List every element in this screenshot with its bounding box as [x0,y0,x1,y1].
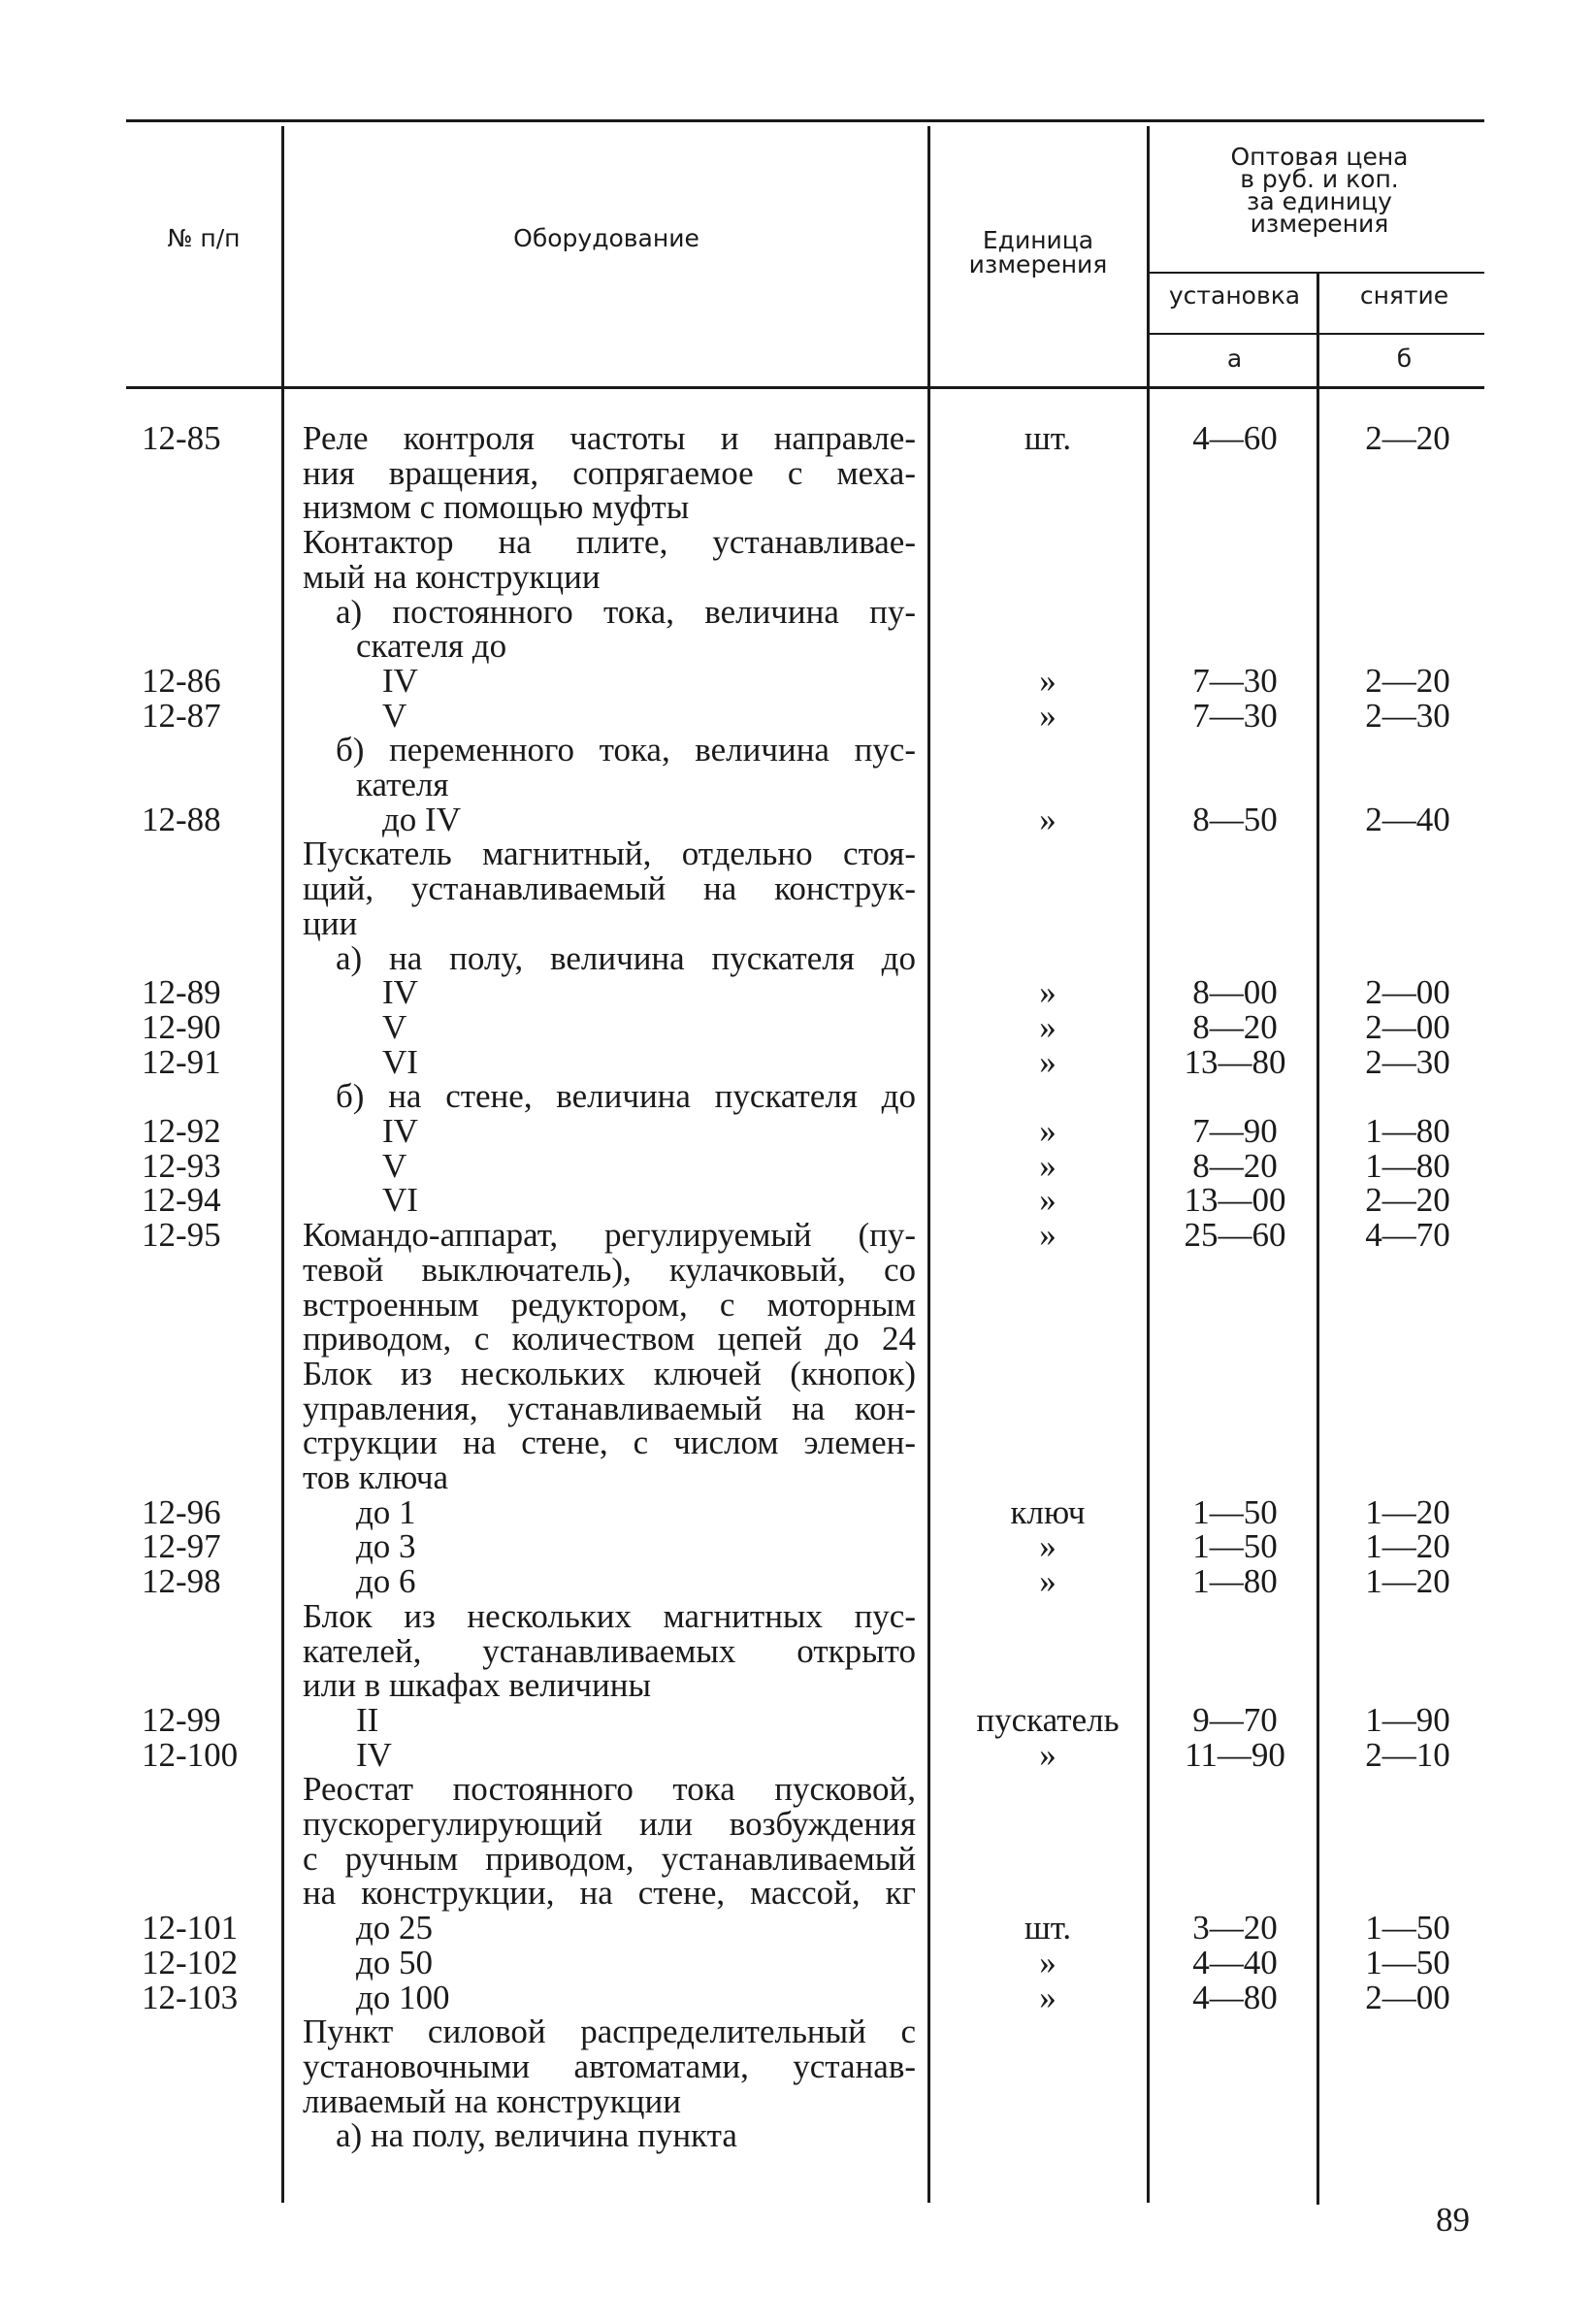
table-row [0,421,1593,456]
table-row [0,2081,1593,2120]
table-row [0,1285,1593,1324]
row-price-remove: 1—80 [1365,1146,1450,1185]
table-row [0,2014,1593,2049]
row-equipment-text: IV [382,661,418,700]
row-equipment-text: Контактор на плите, устанавливае- [303,523,916,562]
row-price-remove: 2—40 [1365,800,1450,838]
row-number: 12-94 [142,1181,221,1220]
table-row [0,1631,1593,1670]
row-equipment-text: б) на стене, величина пускателя до [336,1077,916,1116]
row-price-install: 7—90 [1192,1112,1278,1150]
row-number: 12-92 [142,1112,221,1150]
row-equipment-text: V [382,1146,407,1185]
row-unit: » [1039,661,1057,700]
row-price-remove: 1—90 [1365,1700,1450,1739]
row-equipment-text: VI [382,1042,418,1081]
row-unit: шт. [1024,419,1072,457]
row-equipment-text: IV [382,1112,418,1150]
row-price-remove: 2—20 [1365,661,1450,700]
table-row [0,592,1593,631]
row-number: 12-90 [142,1007,221,1046]
row-number: 12-103 [142,1978,239,2016]
header-col-a: а [1226,344,1243,373]
table-row [0,768,1593,802]
row-unit: » [1039,1007,1057,1046]
row-equipment-text: Блок из нескольких магнитных пус- [303,1596,916,1635]
header-col-b: б [1396,344,1413,373]
row-equipment-text: II [356,1700,379,1739]
header-bottom-rule [126,386,1484,389]
row-price-install: 8—20 [1192,1007,1278,1046]
row-equipment-text: до IV [382,800,461,838]
table-row [0,1042,1593,1081]
row-number: 12-100 [142,1735,239,1774]
header-num: № п/п [167,224,241,252]
row-number: 12-88 [142,800,221,838]
table-row [0,557,1593,596]
row-price-remove: 1—50 [1365,1909,1450,1948]
row-equipment-text: Реостат постоянного тока пусковой, [303,1770,916,1809]
row-equipment-text: установочными автоматами, устанав- [303,2046,916,2085]
table-row [0,525,1593,560]
row-price-install: 4—80 [1192,1978,1278,2016]
row-unit: ключ [1010,1492,1086,1531]
row-price-remove: 2—30 [1365,696,1450,735]
row-unit: » [1039,696,1057,735]
row-equipment-text: а) на полу, величина пускателя до [336,938,916,977]
row-number: 12-89 [142,973,221,1012]
row-number: 12-85 [142,419,221,457]
row-equipment-text: до 6 [356,1562,416,1601]
row-price-install: 4—40 [1192,1943,1278,1981]
row-equipment-text: б) переменного тока, величина пус- [336,731,916,769]
table-row [0,1735,1593,1774]
row-equipment-text: ции [303,903,358,942]
row-equipment-text: Пункт силовой распределительный с [303,2013,916,2051]
table-row [0,1596,1593,1635]
row-number: 12-86 [142,661,221,700]
table-row [0,802,1593,837]
table-row [0,1322,1593,1357]
table-row [0,1425,1593,1460]
row-unit: » [1039,800,1057,838]
row-equipment-text: пускорегулирующий или возбуждения [303,1805,916,1843]
header-price-line3: за единицу [1247,187,1392,215]
table-top-rule [126,119,1484,122]
row-unit: » [1039,1562,1057,1601]
row-price-install: 1—50 [1192,1492,1278,1531]
table-row [0,836,1593,871]
table-row [0,1391,1593,1426]
row-price-install: 13—80 [1184,1042,1286,1081]
row-equipment-text: а) на полу, величина пункта [336,2116,737,2155]
row-equipment-text: тевой выключатель), кулачковый, со [303,1250,916,1289]
header-price-line2: в руб. и коп. [1240,165,1399,193]
row-price-remove: 2—00 [1365,1007,1450,1046]
row-unit: » [1039,1042,1057,1081]
table-row [0,871,1593,906]
row-price-install: 3—20 [1192,1909,1278,1948]
row-price-install: 8—50 [1192,800,1278,838]
row-equipment-text: V [382,696,407,735]
row-unit: » [1039,1112,1057,1150]
row-unit: » [1039,1735,1057,1774]
table-row [0,1564,1593,1599]
row-equipment-text: Пускатель магнитный, отдельно стоя- [303,835,916,873]
row-price-install: 4—60 [1192,419,1278,457]
table-row [0,1460,1593,1495]
row-price-install: 1—80 [1192,1562,1278,1601]
row-unit: » [1039,1216,1057,1255]
row-price-install: 7—30 [1192,696,1278,735]
row-equipment-text: ния вращения, сопрягаемое с меха- [303,453,916,492]
table-row [0,1807,1593,1842]
row-number: 12-101 [142,1909,239,1948]
row-price-remove: 2—20 [1365,419,1450,457]
table-row [0,1079,1593,1114]
row-number: 12-93 [142,1146,221,1185]
row-unit: » [1039,1146,1057,1185]
row-equipment-text: ливаемый на конструкции [303,2081,681,2120]
table-row [0,975,1593,1010]
row-equipment-text: встроенным редуктором, с моторным [303,1285,916,1324]
table-row [0,2046,1593,2085]
row-price-remove: 1—20 [1365,1562,1450,1601]
table-row [0,696,1593,735]
row-equipment-text: или в шкафах величины [303,1666,652,1705]
row-equipment-text: IV [382,973,418,1012]
row-unit: » [1039,1978,1057,2016]
table-row [0,733,1593,768]
header-unit-line1: Единица [982,226,1094,254]
row-unit: » [1039,1527,1057,1566]
table-row [0,1839,1593,1878]
table-row [0,1492,1593,1531]
table-row [0,1943,1593,1981]
table-row [0,1772,1593,1807]
row-price-remove: 2—00 [1365,973,1450,1012]
row-equipment-text: VI [382,1181,418,1220]
table-row [0,1354,1593,1392]
row-price-remove: 2—20 [1365,1181,1450,1220]
table-row [0,938,1593,977]
table-row [0,1529,1593,1564]
header-unit-line2: измерения [968,250,1108,278]
row-price-remove: 1—80 [1365,1112,1450,1150]
row-unit: » [1039,973,1057,1012]
table-row [0,490,1593,525]
row-price-remove: 2—10 [1365,1735,1450,1774]
table-row [0,1980,1593,2015]
row-equipment-text: кателя [356,766,449,803]
table-row [0,1183,1593,1218]
table-row [0,629,1593,664]
table-row [0,1146,1593,1185]
row-equipment-text: а) постоянного тока, величина пу- [336,592,916,631]
row-equipment-text: Командо-аппарат, регулируемый (пу- [303,1216,916,1255]
row-number: 12-102 [142,1943,239,1981]
header-price [1154,143,1484,238]
row-number: 12-87 [142,696,221,735]
row-number: 12-96 [142,1492,221,1531]
table-row [0,903,1593,942]
table-row [0,1114,1593,1149]
table-row [0,1876,1593,1911]
row-price-install: 11—90 [1185,1735,1285,1774]
table-row [0,1250,1593,1289]
header-unit [936,228,1140,277]
row-equipment-text: с ручным приводом, устанавливаемый [303,1839,916,1878]
row-price-remove: 1—20 [1365,1492,1450,1531]
row-equipment-text: управления, устанавливаемый на кон- [303,1389,916,1427]
page-number: 89 [1436,2201,1470,2239]
row-equipment-text: струкции на стене, с числом элемен- [303,1424,916,1462]
row-equipment-text: IV [356,1735,392,1774]
row-unit: » [1039,1943,1057,1981]
row-price-install: 25—60 [1184,1216,1286,1255]
table-row [0,453,1593,492]
row-price-remove: 2—00 [1365,1978,1450,2016]
row-equipment-text: мый на конструкции [303,557,601,596]
table-row [0,1007,1593,1046]
row-equipment-text: до 50 [356,1943,434,1981]
header-equipment: Оборудование [513,224,699,252]
table-row [0,1700,1593,1739]
row-price-install: 8—20 [1192,1146,1278,1185]
header-price-line4: измерения [1250,210,1389,238]
row-price-remove: 1—20 [1365,1527,1450,1566]
row-number: 12-91 [142,1042,221,1081]
row-equipment-text: до 1 [356,1492,416,1531]
row-number: 12-98 [142,1562,221,1601]
row-equipment-text: скателя до [356,627,507,666]
row-equipment-text: кателей, устанавливаемых открыто [303,1631,916,1670]
row-number: 12-99 [142,1700,221,1739]
table-row [0,1668,1593,1703]
row-equipment-text: Реле контроля частоты и направле- [303,419,916,457]
table-row [0,1218,1593,1253]
row-price-install: 9—70 [1192,1700,1278,1739]
table-row [0,661,1593,700]
table-row [0,1911,1593,1946]
row-price-remove: 4—70 [1365,1216,1450,1255]
row-number: 12-97 [142,1527,221,1566]
row-equipment-text: щий, устанавливаемый на конструк- [303,869,916,908]
row-price-install: 1—50 [1192,1527,1278,1566]
row-equipment-text: до 100 [356,1978,450,2016]
row-equipment-text: на конструкции, на стене, массой, кг [303,1874,916,1913]
row-equipment-text: до 3 [356,1527,416,1566]
row-price-install: 7—30 [1192,661,1278,700]
header-remove: снятие [1359,281,1449,310]
table-row [0,2118,1593,2153]
row-unit: » [1039,1181,1057,1220]
row-equipment-text: тов ключа [303,1458,449,1496]
row-unit: пускатель [976,1700,1120,1739]
row-price-remove: 2—30 [1365,1042,1450,1081]
row-equipment-text: Блок из нескольких ключей (кнопок) [303,1354,916,1392]
row-price-remove: 1—50 [1365,1943,1450,1981]
row-number: 12-95 [142,1216,221,1255]
header-install: установка [1168,281,1301,310]
header-price-line1: Оптовая цена [1230,143,1409,171]
row-unit: шт. [1024,1909,1072,1948]
row-price-install: 13—00 [1184,1181,1286,1220]
row-equipment-text: V [382,1007,407,1046]
row-price-install: 8—00 [1192,973,1278,1012]
row-equipment-text: приводом, с количеством цепей до 24 [303,1320,916,1358]
row-equipment-text: до 25 [356,1909,434,1948]
row-equipment-text: низмом с помощью муфты [303,488,690,527]
